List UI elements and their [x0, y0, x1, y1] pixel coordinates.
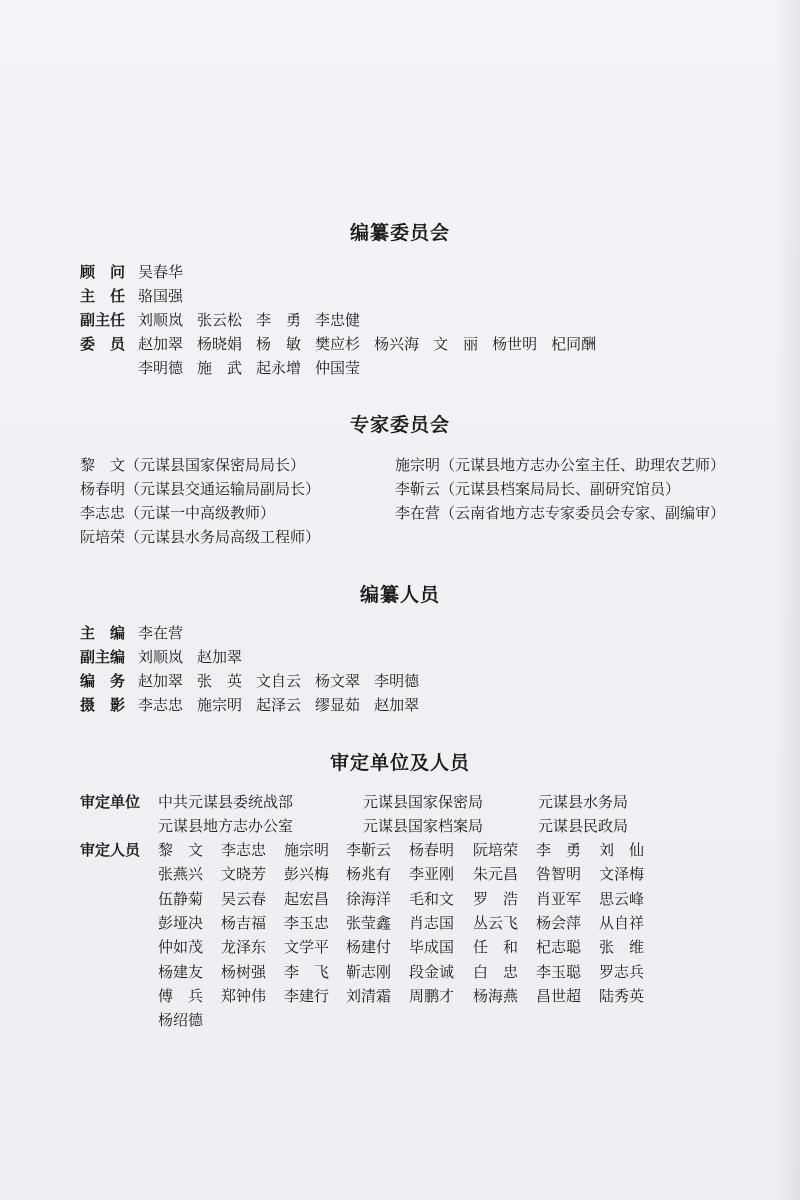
- review-person: 罗 浩: [473, 889, 519, 908]
- compiler-name: 赵加翠: [138, 672, 184, 690]
- review-person: 昌世超: [536, 986, 582, 1005]
- review-person: 朱元昌: [473, 865, 519, 884]
- review-person: 彭兴梅: [284, 865, 330, 884]
- review-person: 李亚刚: [409, 865, 455, 884]
- editorial-member-row: [80, 357, 374, 379]
- review-unit: 元谋县国家档案局: [363, 817, 484, 835]
- editorial-member-name: 樊应杉: [315, 335, 361, 353]
- compiler-names: [138, 670, 433, 692]
- editorial-member-name: 刘顺岚: [138, 311, 184, 329]
- editorial-member-name: 起永增: [256, 359, 302, 377]
- editorial-member-names: [138, 357, 374, 379]
- review-unit: 元谋县民政局: [538, 817, 629, 835]
- review-person: 咎智明: [536, 865, 582, 884]
- review-person: 李玉忠: [284, 913, 330, 932]
- review-person: 毕成国: [409, 938, 455, 957]
- editorial-member-name: 吴春华: [138, 263, 184, 281]
- review-person: 周鹏才: [409, 986, 455, 1005]
- compiler-name: 张 英: [197, 672, 243, 690]
- editorial-member-name: 李明德: [138, 359, 184, 377]
- expert-entry: 阮培荣（元谋县水务局高级工程师）: [80, 528, 321, 546]
- review-person: 李建行: [284, 986, 330, 1005]
- editorial-member-label: 顾 问: [80, 263, 126, 281]
- editorial-member-name: 仲国莹: [315, 359, 361, 377]
- compiler-name: 刘顺岚: [138, 648, 184, 666]
- editorial-member-row: [80, 285, 197, 307]
- editorial-member-row: [80, 309, 374, 331]
- review-person: 张 维: [599, 938, 645, 957]
- editorial-member-name: 施 武: [197, 359, 243, 377]
- review-person: 段金诚: [409, 962, 455, 981]
- compiler-row: [80, 694, 433, 716]
- review-person: 杨建付: [346, 938, 392, 957]
- editorial-member-names: [138, 333, 610, 355]
- review-person: 黎 文: [158, 841, 204, 859]
- editorial-member-label: 副主任: [80, 311, 126, 329]
- review-person: 肖亚军: [536, 889, 582, 908]
- review-person: 张燕兴: [158, 865, 204, 884]
- review-person: 思云峰: [599, 889, 645, 908]
- compiler-names: [138, 622, 197, 644]
- review-person: 任 和: [473, 938, 519, 957]
- expert-entry: 黎 文（元谋县国家保密局局长）: [80, 456, 306, 474]
- review-person: 施宗明: [284, 841, 330, 859]
- editorial-member-row: [80, 261, 197, 283]
- review-person: 彭垭决: [158, 913, 204, 932]
- expert-entry: 李志忠（元谋一中高级教师）: [80, 504, 276, 522]
- compiler-label: 主 编: [80, 624, 126, 642]
- compiler-name: 赵加翠: [197, 648, 243, 666]
- review-person: 杨吉福: [221, 913, 267, 932]
- review-person: 阮培荣: [473, 841, 519, 859]
- review-person: 李靳云: [346, 841, 392, 859]
- editorial-member-label: 主 任: [80, 287, 126, 305]
- review-person: 罗志兵: [599, 962, 645, 981]
- compiler-name: 杨文翠: [315, 672, 361, 690]
- review-units-label-row: [80, 791, 155, 813]
- review-person: 仲如茂: [158, 938, 204, 957]
- editorial-member-names: [138, 309, 374, 331]
- review-person: 傅 兵: [158, 986, 204, 1005]
- review-person: 从自祥: [599, 913, 645, 932]
- review-person: 杨绍德: [158, 1011, 204, 1030]
- expert-entry: 杨春明（元谋县交通运输局副局长）: [80, 480, 321, 498]
- compiler-name: 李志忠: [138, 696, 184, 714]
- review-people-label: 审定人员: [80, 841, 141, 859]
- review-people-label-row: [80, 839, 155, 861]
- expert-committee-title: 专家委员会: [349, 414, 450, 436]
- review-unit: 元谋县水务局: [538, 793, 629, 811]
- review-person: 文学平: [284, 938, 330, 957]
- review-unit: 元谋县国家保密局: [363, 793, 484, 811]
- review-title: 审定单位及人员: [329, 752, 470, 774]
- review-person: 文晓芳: [221, 865, 267, 884]
- compiler-label: 摄 影: [80, 696, 126, 714]
- review-person: 刘清霜: [346, 986, 392, 1005]
- review-unit: 中共元谋县委统战部: [158, 793, 294, 811]
- expert-entry: 李靳云（元谋县档案局局长、副研究馆员）: [395, 480, 681, 498]
- review-person: 杨兆有: [346, 865, 392, 884]
- review-person: 杨建友: [158, 962, 204, 981]
- editorial-member-name: 赵加翠: [138, 335, 184, 353]
- compiler-name: 起泽云: [256, 696, 302, 714]
- review-person: 靳志刚: [346, 962, 392, 981]
- editorial-member-label: 委 员: [80, 335, 126, 353]
- review-units-label: 审定单位: [80, 793, 141, 811]
- review-person: 毛和文: [409, 889, 455, 908]
- editorial-member-name: 杨 敏: [256, 335, 302, 353]
- review-person: 李 勇: [536, 841, 582, 859]
- review-person: 龙泽东: [221, 938, 267, 957]
- compiler-row: [80, 622, 197, 644]
- review-person: 李 飞: [284, 962, 330, 981]
- expert-entry: 李在营（云南省地方志专家委员会专家、副编审）: [395, 504, 726, 522]
- review-person: 陆秀英: [599, 986, 645, 1005]
- compiler-name: 施宗明: [197, 696, 243, 714]
- editorial-committee-title: 编纂委员会: [349, 222, 450, 244]
- review-person: 徐海洋: [346, 889, 392, 908]
- compiler-label: 副主编: [80, 648, 126, 666]
- editorial-member-name: 骆国强: [138, 287, 184, 305]
- review-person: 白 忠: [473, 962, 519, 981]
- editorial-member-name: 杨兴海: [374, 335, 420, 353]
- compiler-name: 赵加翠: [374, 696, 420, 714]
- compilers-title: 编纂人员: [359, 584, 440, 606]
- editorial-member-names: [138, 261, 197, 283]
- review-person: 杨海燕: [473, 986, 519, 1005]
- compiler-name: 缪显茹: [315, 696, 361, 714]
- editorial-member-name: 杞同酬: [551, 335, 597, 353]
- review-person: 郑钟伟: [221, 986, 267, 1005]
- compiler-name: 李明德: [374, 672, 420, 690]
- review-person: 丛云飞: [473, 913, 519, 932]
- review-person: 李玉聪: [536, 962, 582, 981]
- review-person: 杨会萍: [536, 913, 582, 932]
- compiler-name: 文自云: [256, 672, 302, 690]
- editorial-member-name: 张云松: [197, 311, 243, 329]
- editorial-member-name: 杨晓娟: [197, 335, 243, 353]
- expert-entry: 施宗明（元谋县地方志办公室主任、助理农艺师）: [395, 456, 726, 474]
- editorial-member-row: [80, 333, 610, 355]
- compiler-row: [80, 670, 433, 692]
- compiler-name: 李在营: [138, 624, 184, 642]
- editorial-member-name: 李忠健: [315, 311, 361, 329]
- review-person: 文泽梅: [599, 865, 645, 884]
- review-person: 杨树强: [221, 962, 267, 981]
- editorial-member-name: 文 丽: [433, 335, 479, 353]
- review-person: 伍静菊: [158, 889, 204, 908]
- compiler-row: [80, 646, 256, 668]
- compiler-label: 编 务: [80, 672, 126, 690]
- review-person: 张莹鑫: [346, 913, 392, 932]
- compiler-names: [138, 646, 256, 668]
- compiler-names: [138, 694, 433, 716]
- editorial-member-name: 杨世明: [492, 335, 538, 353]
- review-person: 李志忠: [221, 841, 267, 859]
- review-person: 肖志国: [409, 913, 455, 932]
- review-person: 刘 仙: [599, 841, 645, 859]
- review-person: 杨春明: [409, 841, 455, 859]
- editorial-member-names: [138, 285, 197, 307]
- review-person: 起宏昌: [284, 889, 330, 908]
- review-unit: 元谋县地方志办公室: [158, 817, 294, 835]
- review-person: 杞志聪: [536, 938, 582, 957]
- editorial-member-name: 李 勇: [256, 311, 302, 329]
- review-person: 吴云春: [221, 889, 267, 908]
